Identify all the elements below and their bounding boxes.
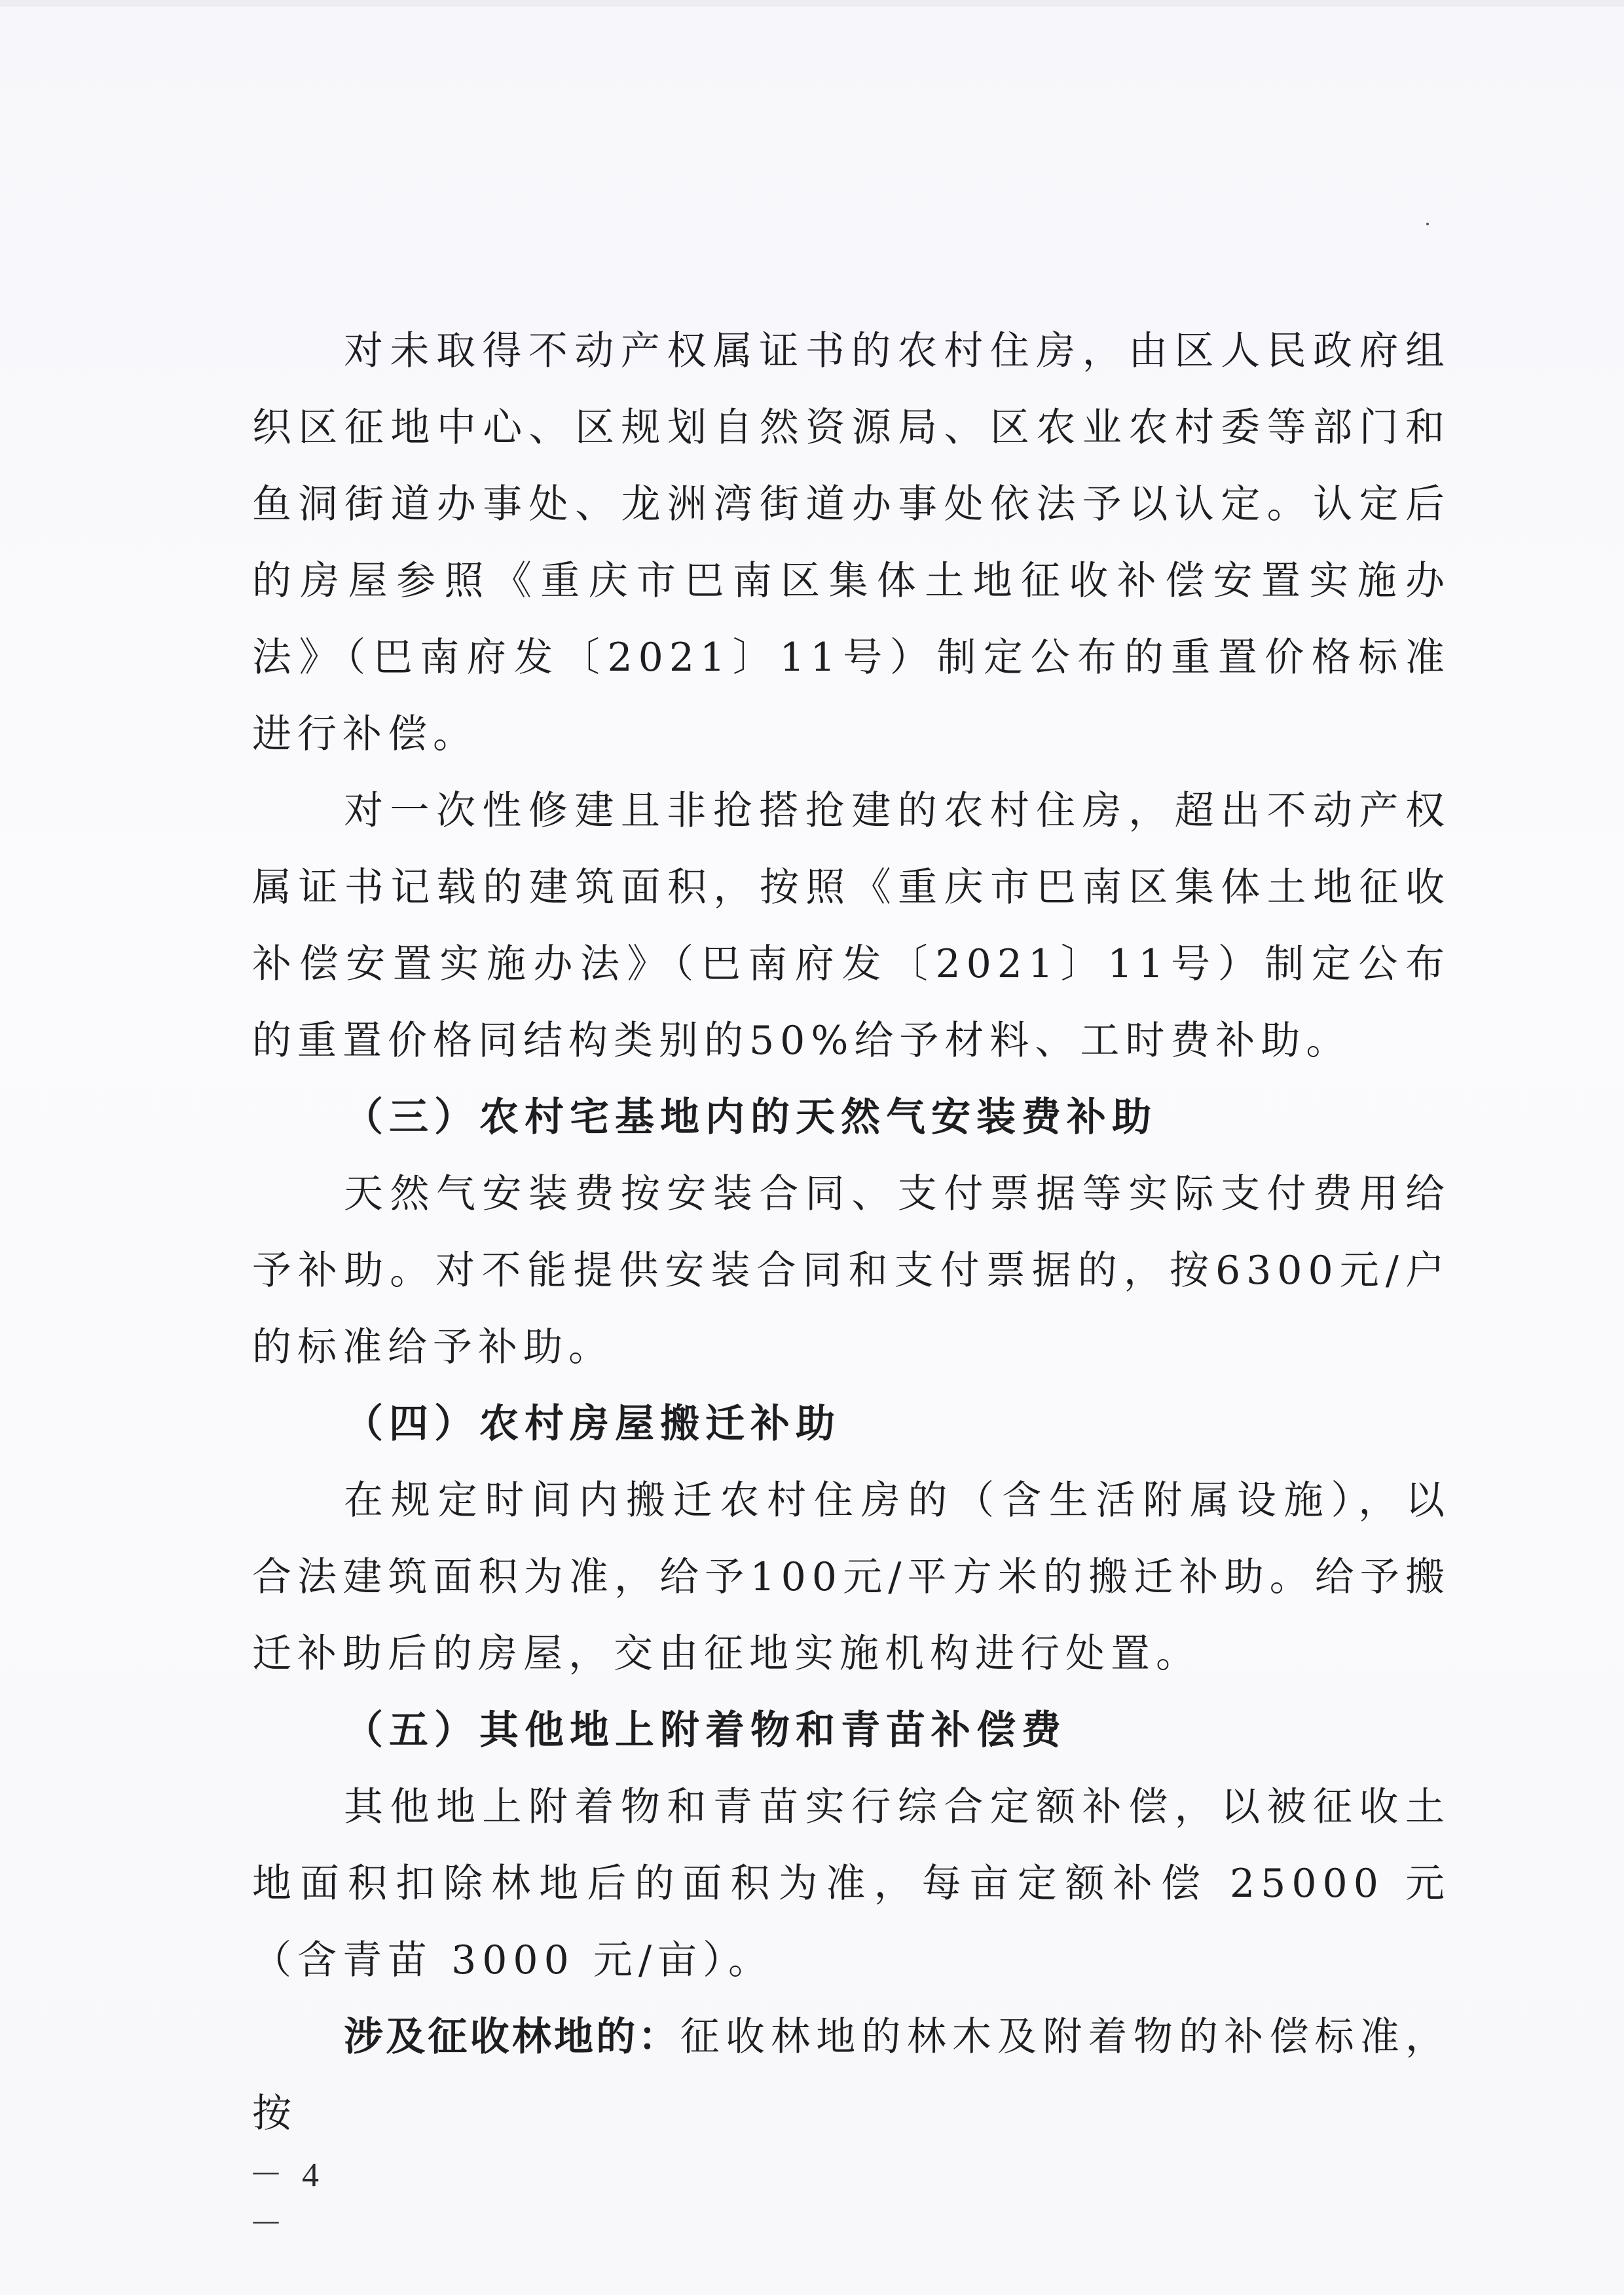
paragraph-attachments: 其他地上附着物和青苗实行综合定额补偿，以被征收土地面积扣除林地后的面积为准，每亩定额补偿 25000 元（含青苗 3000 元/亩）。: [252, 1784, 1450, 1983]
paragraph-unregistered-housing: 对未取得不动产权属证书的农村住房，由区人民政府组织区征地中心、区规划自然资源局、区农业农村委等部门和鱼洞街道办事处、龙洲湾街道办事处依法予以认定。认定后的房屋参照《重庆市巴南区集体土地征收补偿安置实施办法》（巴南府发〔2021〕11号）制定公布的重置价格标准进行补偿。: [252, 328, 1450, 757]
paragraph-gas-subsidy: 天然气安装费按安装合同、支付票据等实际支付费用给予补助。对不能提供安装合同和支付票据的，按6300元/户的标准给予补助。: [252, 1171, 1450, 1370]
section-heading-relocation: （四）农村房屋搬迁补助: [344, 1401, 841, 1447]
section-heading-attachments: （五）其他地上附着物和青苗补偿费: [344, 1707, 1067, 1753]
paragraph-excess-area: 对一次性修建且非抢搭抢建的农村住房，超出不动产权属证书记载的建筑面积，按照《重庆市巴南区集体土地征收补偿安置实施办法》（巴南府发〔2021〕11号）制定公布的重置价格同结构类别的50%给予材料、工时费补助。: [252, 788, 1450, 1064]
scan-edge: [0, 0, 1624, 7]
paragraph-relocation: 在规定时间内搬迁农村住房的（含生活附属设施），以合法建筑面积为准，给予100元/平方米的搬迁补助。给予搬迁补助后的房屋，交由征地实施机构进行处置。: [252, 1478, 1450, 1677]
scan-speck: [1426, 223, 1429, 225]
page-number: － 4 －: [249, 2157, 325, 2243]
section-heading-gas-subsidy: （三）农村宅基地内的天然气安装费补助: [344, 1094, 1157, 1140]
forest-land-lead: 涉及征收林地的：: [344, 2014, 680, 2060]
paragraph-forest-land: [252, 1999, 1450, 2152]
document-body: [252, 313, 1450, 2152]
forest-land-text: 征收林地的林木及附着物的补偿标准，按: [252, 2014, 1451, 2136]
